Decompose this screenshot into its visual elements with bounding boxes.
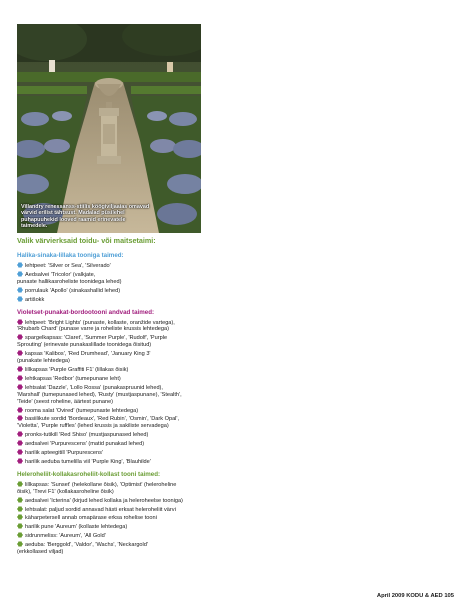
list-item: [17, 496, 307, 505]
item-text: lillkapsas: 'Sunset' (helekollane õisik), 'Optimist' (heleroheline: [25, 481, 177, 488]
flower-bullet-icon: [17, 431, 23, 437]
flower-bullet-icon: [17, 334, 23, 340]
item-text: 'Violetta', 'Purple ruffles' (lehed krussis ja sakiliste servadega): [17, 423, 169, 430]
item-text: harilik apteegitill 'Purpurescens': [25, 450, 104, 457]
item-text: sidrunmeliss: 'Aureum', 'All Gold': [25, 533, 106, 540]
list-item: [17, 318, 307, 327]
item-text: lehtsalat 'Dazzle', 'Lollo Rossa' (punakaspruunid lehed),: [25, 384, 163, 391]
item-text: lillkapsas 'Purple Graffiti F1' (lillakas õisik): [25, 366, 129, 373]
flower-bullet-icon: [17, 541, 23, 547]
item-text: (punakate lehtedega): [17, 358, 70, 365]
list-item: [17, 448, 307, 457]
flower-bullet-icon: [17, 350, 23, 356]
plant-section: [17, 309, 307, 466]
item-text: punaste hallikasroheliste toonidega lehed): [17, 278, 122, 285]
list-item: [17, 374, 307, 383]
item-text: aedsalvei 'Purpurescens' (matid punakad lehed): [25, 441, 145, 448]
flower-bullet-icon: [17, 449, 23, 455]
villandry-garden-image: [17, 24, 201, 233]
item-text: õisik), 'Trevi F1' (kollakasroheline õisik): [17, 488, 114, 495]
list-item: [17, 540, 307, 549]
main-heading: Valik värvierksaid toidu- või maitsetaimi:: [17, 236, 156, 245]
flower-bullet-icon: [17, 458, 23, 464]
item-text: artišokk: [25, 296, 45, 303]
list-item: [17, 522, 307, 531]
list-item: [17, 349, 307, 358]
page-footer: April 2009 KODU & AED 105: [376, 593, 454, 599]
flower-bullet-icon: [17, 296, 23, 302]
flower-bullet-icon: [17, 384, 23, 390]
item-text: 'Rhubarb Chard' (punase varre ja roheliste krussis lehtedega): [17, 326, 170, 333]
item-text: 'Marshall' (tumepunased lehed), 'Rusty' (mustjaspunane), 'Stealth',: [17, 391, 182, 398]
flower-bullet-icon: [17, 506, 23, 512]
flower-bullet-icon: [17, 440, 23, 446]
item-text: lehtpeet: 'Silver or Sea', 'Silverado': [25, 263, 111, 269]
flower-bullet-icon: [17, 407, 23, 413]
list-item: [17, 365, 307, 374]
item-text: rooma salat 'Ovired' (tumepunaste lehtedega): [25, 407, 139, 414]
list-item: [17, 505, 307, 514]
flower-bullet-icon: [17, 375, 23, 381]
section-title: Violetset-punakat-bordootooni andvad taimed:: [17, 308, 155, 316]
flower-bullet-icon: [17, 523, 23, 529]
item-text: harilik pune 'Aureum' (kollaste lehtedega): [25, 524, 128, 531]
item-text: pronks-tutikill 'Red Shiso' (mustjaspunased lehed): [25, 432, 149, 439]
item-text: 'Teide' (seest roheline, äärtest punane): [17, 398, 114, 405]
list-item: [17, 531, 307, 540]
item-text: harilik aeduba tumelilla viil 'Purple King', 'Blauhilde': [25, 458, 151, 465]
list-item: [17, 406, 307, 415]
flower-bullet-icon: [17, 415, 23, 421]
flower-bullet-icon: [17, 319, 23, 325]
list-item: [17, 480, 307, 489]
list-item: [17, 279, 307, 286]
list-item: [17, 286, 307, 295]
flower-bullet-icon: [17, 271, 23, 277]
list-item: [17, 358, 307, 365]
item-text: käharpetersell annab omapärase erksa rohelise tooni: [25, 515, 157, 522]
list-item: [17, 489, 307, 496]
flower-bullet-icon: [17, 481, 23, 487]
flower-bullet-icon: [17, 497, 23, 503]
item-text: basiilikute sordid 'Bordeaux', 'Red Rubin', 'Osmin', 'Dark Opal',: [25, 416, 180, 423]
list-item: [17, 549, 307, 556]
flower-bullet-icon: [17, 287, 23, 293]
item-text: aeduba: 'Berggold', 'Valdor', 'Wachs', 'Neckargold': [25, 542, 148, 549]
garden-photo: [17, 24, 201, 233]
list-item: [17, 439, 307, 448]
list-item: [17, 326, 307, 333]
flower-bullet-icon: [17, 514, 23, 520]
photo-caption: Villandry renessanss-stiilis köögiviljaaias omavad värvid erilist tähtsust. Madalad püsilehel puhapuuhekid looved raamid erinevatele taimedele.: [21, 203, 150, 230]
plant-section: [17, 252, 307, 304]
list-item: [17, 414, 307, 423]
item-text: Aedsalvei 'Tricolor' (valkjate,: [25, 271, 96, 278]
list-item: [17, 392, 307, 399]
list-item: [17, 342, 307, 349]
item-text: aedsalvei 'Icterina' (kirjud lehed kollaka ja heleroheelse tooniga): [25, 497, 183, 504]
list-item: [17, 295, 307, 304]
list-item: [17, 333, 307, 342]
flower-bullet-icon: [17, 532, 23, 538]
section-title: Heleroheliit-kollakasroheliit-kollast tooni taimed:: [17, 470, 161, 478]
list-item: [17, 270, 307, 279]
item-text: lehtkapsas 'Redbor' (tumepunane leht): [25, 375, 121, 382]
item-text: Sprouting' (erinevate punakaslillade toonidega õisitud): [17, 342, 152, 349]
list-item: [17, 261, 307, 270]
item-text: kapsas 'Kalibos', 'Red Drumhead', 'January King 3': [25, 351, 151, 358]
item-text: lehtpeet: 'Bright Lights' (punaste, kollaste, oranžide vartega),: [25, 319, 175, 326]
flower-bullet-icon: [17, 366, 23, 372]
list-item: [17, 399, 307, 406]
list-item: [17, 457, 307, 466]
item-text: porrulauk 'Apollo' (sinakashallid lehed): [25, 287, 121, 294]
list-item: [17, 383, 307, 392]
article-content: [17, 236, 307, 561]
flower-bullet-icon: [17, 262, 23, 268]
list-item: [17, 513, 307, 522]
item-text: lehtsalat: paljud sordid annavad hästi erksat heleroheliit värvi: [25, 506, 176, 513]
list-item: [17, 423, 307, 430]
list-item: [17, 430, 307, 439]
item-text: (erkkollased viljad): [17, 549, 64, 556]
plant-section: [17, 471, 307, 556]
item-text: spargelkapsas: 'Claret', 'Summer Purple', 'Rudolf', 'Purple: [25, 335, 168, 342]
section-title: Halika-sinaka-lillaka tooniga taimed:: [17, 252, 124, 259]
plant-sections: [17, 252, 307, 556]
